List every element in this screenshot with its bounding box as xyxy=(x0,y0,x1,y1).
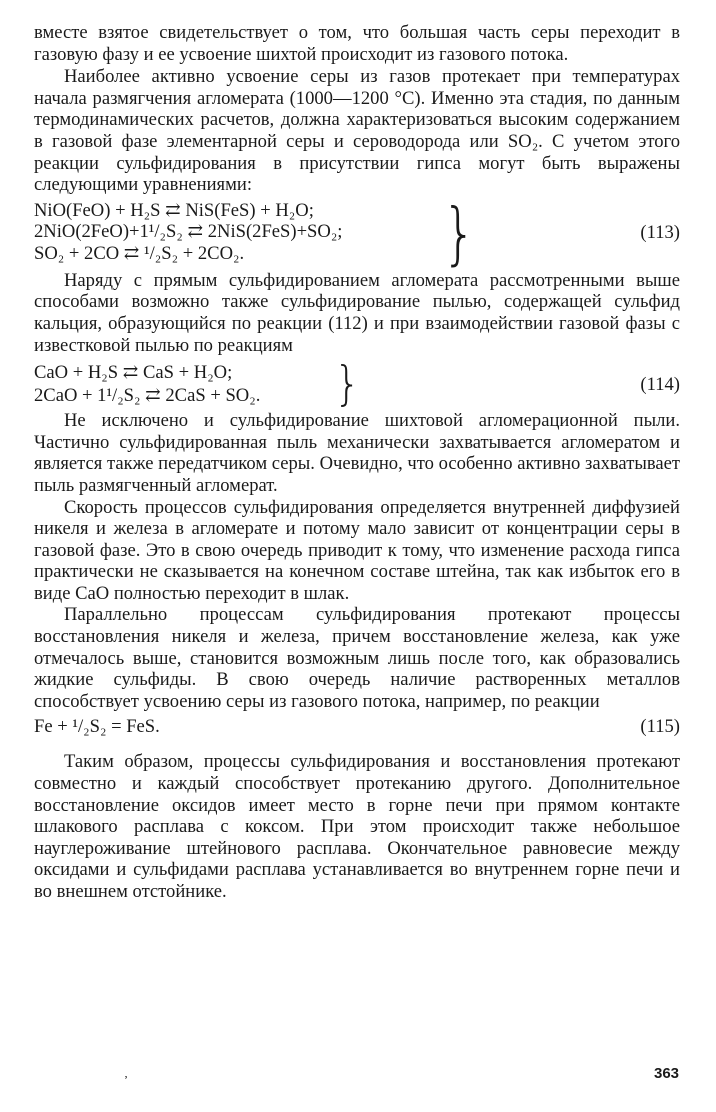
right-brace-icon: } xyxy=(334,356,361,411)
equation-113-line-3: SO₂ + 2CO ⇄ ¹/₂S₂ + 2CO₂. xyxy=(34,242,245,264)
equation-113 xyxy=(34,193,680,273)
equation-115-line-1: Fe + ¹/₂S₂ = FeS. xyxy=(34,716,160,738)
equation-113-line-2: 2NiO(2FeO)+1¹/₂S₂ ⇄ 2NiS(2FeS)+SO₂; xyxy=(34,221,343,243)
page-number: 363 xyxy=(654,1065,680,1082)
equation-115 xyxy=(34,715,680,741)
paragraph-1: вместе взятое свидетельствует о том, что большая часть серы переходит в газовую фазу и ее усвоение шихтой происходит из газового потока. xyxy=(34,22,680,65)
equation-115-number: (115) xyxy=(640,716,680,738)
paragraph-3: Наряду с прямым сульфидированием агломерата рассмотренными выше способами возможно также сульфидирование пылью, содержащей сульфид кальция, образующийся по реакции (112) и при взаимодействии газовой фазы с известковой пылью по реакциям xyxy=(34,269,680,356)
page-body xyxy=(34,22,680,903)
paragraph-2: Наиболее активно усвоение серы из газов протекает при температурах начала размягчения агломерата (1000—1200 °С). Именно эта стадия, по данным термодинамических расчетов, должна характеризоваться высоким содержанием в газовой фазе элементарной серы и сероводорода или SO₂. С учетом этого реакции сульфидирования в присутствии гипса могут быть выражены следующими уравнениями: xyxy=(34,66,680,196)
equation-113-line-1: NiO(FeO) + H₂S ⇄ NiS(FeS) + H₂O; xyxy=(34,199,314,221)
stray-mark: ‚ xyxy=(124,1066,128,1080)
paragraph-4: Не исключено и сульфидирование шихтовой агломерационной пыли. Частично сульфидированная пыль механически захватывается агломератом и является также передатчиком серы. Очевидно, что особенно активно захватывает пыль размягченный агломерат. xyxy=(34,410,680,496)
paragraph-7: Таким образом, процессы сульфидирования и восстановления протекают совместно и каждый способствует протеканию другого. Дополнительное восстановление оксидов имеет место в горне печи при прямом контакте шлакового расплава с коксом. При этом происходит также небольшое науглероживание штейнового расплава. Окончательное равновесие между оксидами и сульфидами расплава устанавливается во внутреннем горне печи и во внешнем отстойнике. xyxy=(34,751,680,902)
equation-114-line-2: 2CaO + 1¹/₂S₂ ⇄ 2CaS + SO₂. xyxy=(34,385,261,407)
equation-114-line-1: CaO + H₂S ⇄ CaS + H₂O; xyxy=(34,362,233,384)
equation-113-number: (113) xyxy=(640,221,680,243)
right-brace-icon: } xyxy=(442,193,477,273)
paragraph-5: Скорость процессов сульфидирования определяется внутренней диффузией никеля и железа в агломерате и потому мало зависит от концентрации серы в газовой фазе. Это в свою очередь приводит к тому, что изменение расхода гипса практически не сказывается на конечном составе штейна, так как избыток его в виде CaO полностью переходит в шлак. xyxy=(34,496,680,604)
equation-114 xyxy=(34,356,680,411)
equation-114-number: (114) xyxy=(640,374,680,396)
paragraph-6: Параллельно процессам сульфидирования протекают процессы восстановления никеля и железа, причем восстановление железа, как уже отмечалось выше, становится возможным лишь после того, как образовались жидкие сульфиды. В свою очередь наличие растворенных металлов способствует усвоению серы из газового потока, например, по реакции xyxy=(34,604,680,712)
